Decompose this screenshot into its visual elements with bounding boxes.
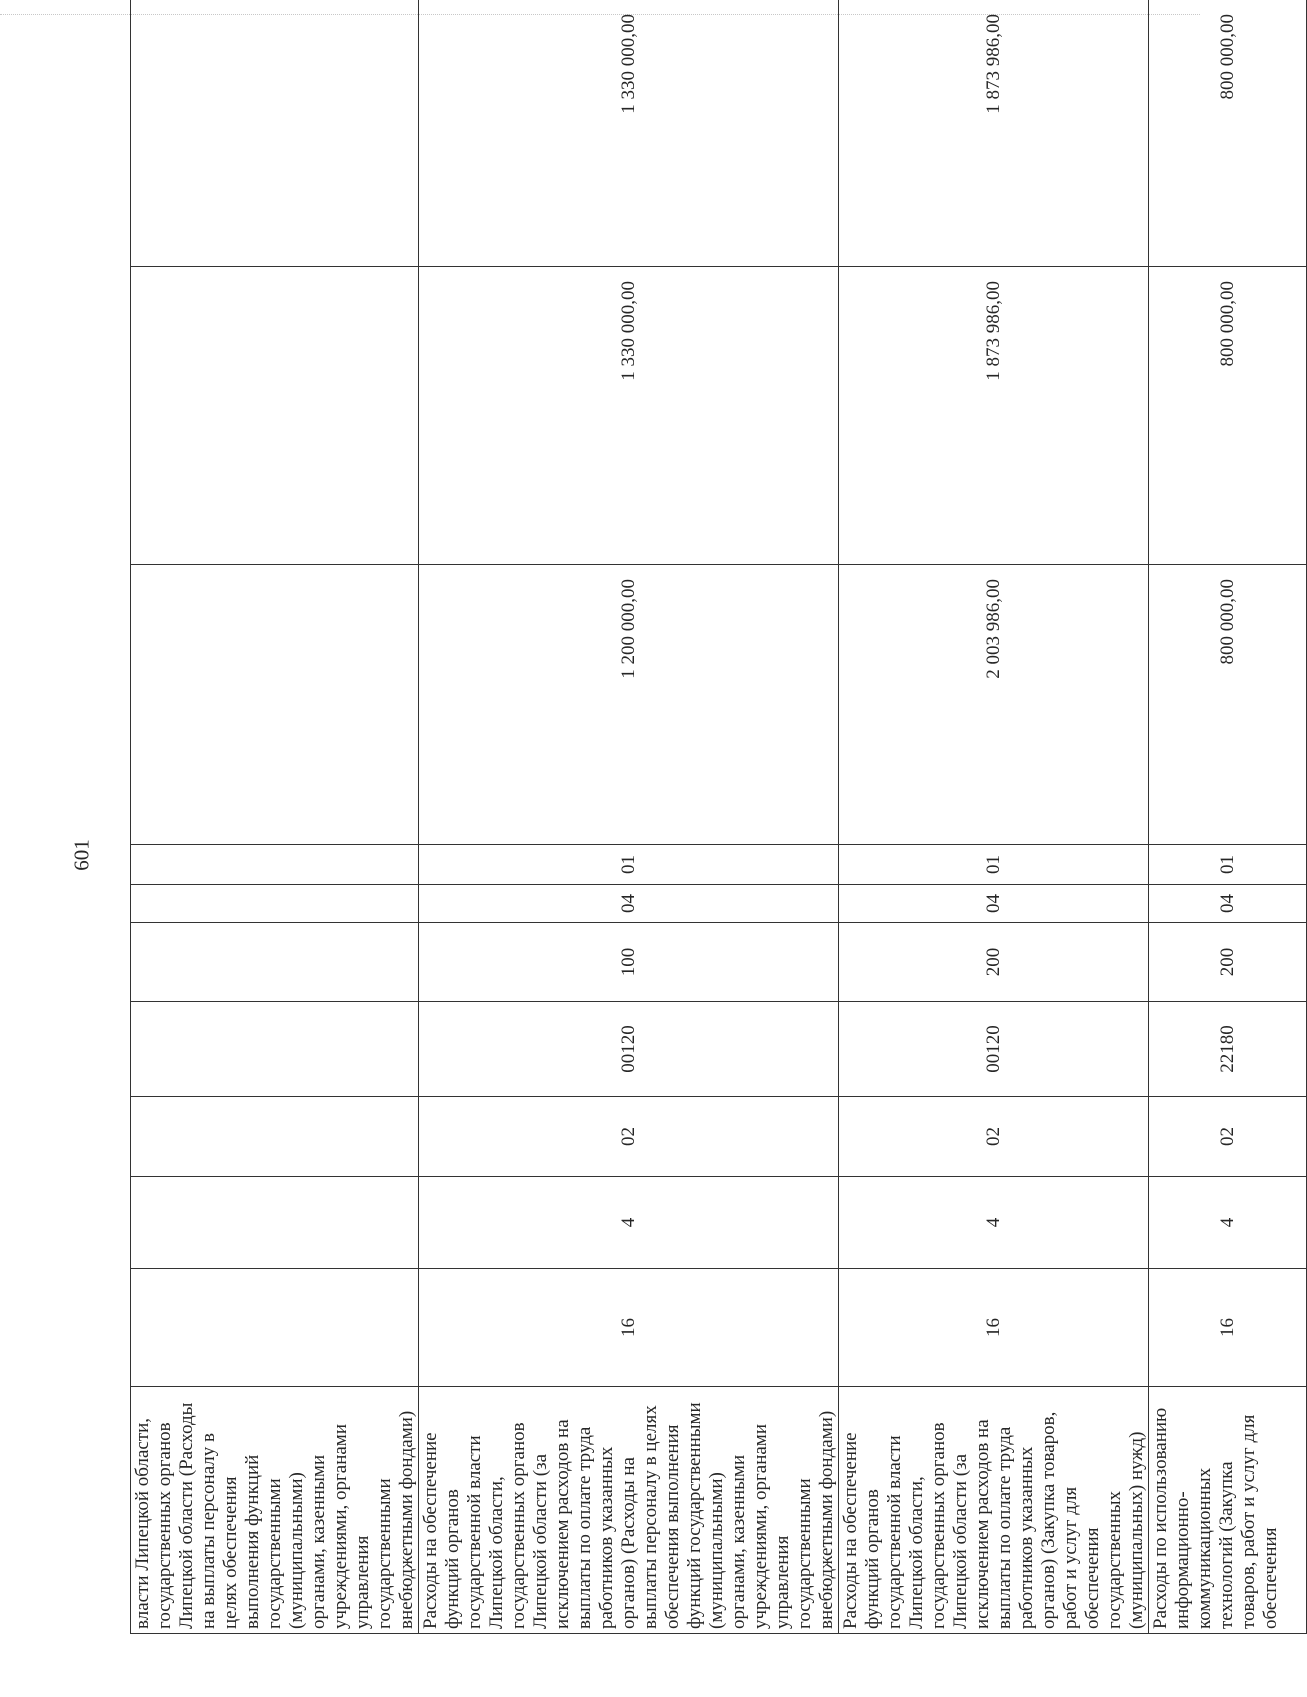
table-row xyxy=(419,0,839,1634)
amount-cell: 800 000,00 xyxy=(1149,565,1307,845)
code-cell: 00120 xyxy=(839,1002,1149,1097)
code-cell: 01 xyxy=(839,845,1149,885)
code-cell: 4 xyxy=(839,1177,1149,1269)
amount-cell: 1 873 986,00 xyxy=(839,267,1149,565)
amount-cell xyxy=(131,267,419,565)
code-cell: 200 xyxy=(1149,923,1307,1002)
code-cell xyxy=(131,1177,419,1269)
budget-table xyxy=(130,0,1307,1634)
rotated-table-container xyxy=(130,0,1281,1634)
code-cell: 04 xyxy=(839,885,1149,923)
code-cell: 02 xyxy=(419,1097,839,1177)
code-cell: 4 xyxy=(419,1177,839,1269)
code-cell xyxy=(131,923,419,1002)
table-row xyxy=(1149,0,1307,1634)
code-cell: 16 xyxy=(839,1269,1149,1387)
code-cell xyxy=(131,845,419,885)
code-cell: 16 xyxy=(1149,1269,1307,1387)
row-description: Расходы по использованию информационно-коммуникационных технологий (Закупка товаров, работ и услуг для обеспечения xyxy=(1149,1387,1307,1634)
code-cell xyxy=(131,1269,419,1387)
code-cell: 16 xyxy=(419,1269,839,1387)
code-cell: 02 xyxy=(839,1097,1149,1177)
page-number: 601 xyxy=(69,839,94,871)
code-cell xyxy=(131,1097,419,1177)
amount-cell: 2 003 986,00 xyxy=(839,565,1149,845)
row-description: власти Липецкой области, государственных органов Липецкой области (Расходы на выплаты персоналу в целях обеспечения выполнения функций государственными (муниципальными) органами, казенными учреждениями, органами управления государственными внебюджетными фондами) xyxy=(131,1387,419,1634)
code-cell: 22180 xyxy=(1149,1002,1307,1097)
code-cell: 02 xyxy=(1149,1097,1307,1177)
amount-cell xyxy=(131,0,419,267)
code-cell xyxy=(131,885,419,923)
code-cell xyxy=(131,1002,419,1097)
amount-cell: 1 330 000,00 xyxy=(419,267,839,565)
amount-cell: 1 200 000,00 xyxy=(419,565,839,845)
code-cell: 01 xyxy=(1149,845,1307,885)
code-cell: 200 xyxy=(839,923,1149,1002)
code-cell: 100 xyxy=(419,923,839,1002)
code-cell: 04 xyxy=(1149,885,1307,923)
amount-cell: 1 873 986,00 xyxy=(839,0,1149,267)
amount-cell: 800 000,00 xyxy=(1149,267,1307,565)
amount-cell: 1 330 000,00 xyxy=(419,0,839,267)
amount-cell: 800 000,00 xyxy=(1149,0,1307,267)
code-cell: 00120 xyxy=(419,1002,839,1097)
table-row xyxy=(839,0,1149,1634)
code-cell: 04 xyxy=(419,885,839,923)
table-row xyxy=(131,0,419,1634)
row-description: Расходы на обеспечение функций органов государственной власти Липецкой области, государственных органов Липецкой области (за исключением расходов на выплаты по оплате труда работников указанных органов) (Расходы на выплаты персоналу в целях обеспечения выполнения функций государственными (муниципальными) органами, казенными учреждениями, органами управления государственными внебюджетными фондами) xyxy=(419,1387,839,1634)
code-cell: 4 xyxy=(1149,1177,1307,1269)
row-description: Расходы на обеспечение функций органов государственной власти Липецкой области, государственных органов Липецкой области (за исключением расходов на выплаты по оплате труда работников указанных органов) (Закупка товаров, работ и услуг для обеспечения государственных (муниципальных) нужд) xyxy=(839,1387,1149,1634)
amount-cell xyxy=(131,565,419,845)
code-cell: 01 xyxy=(419,845,839,885)
